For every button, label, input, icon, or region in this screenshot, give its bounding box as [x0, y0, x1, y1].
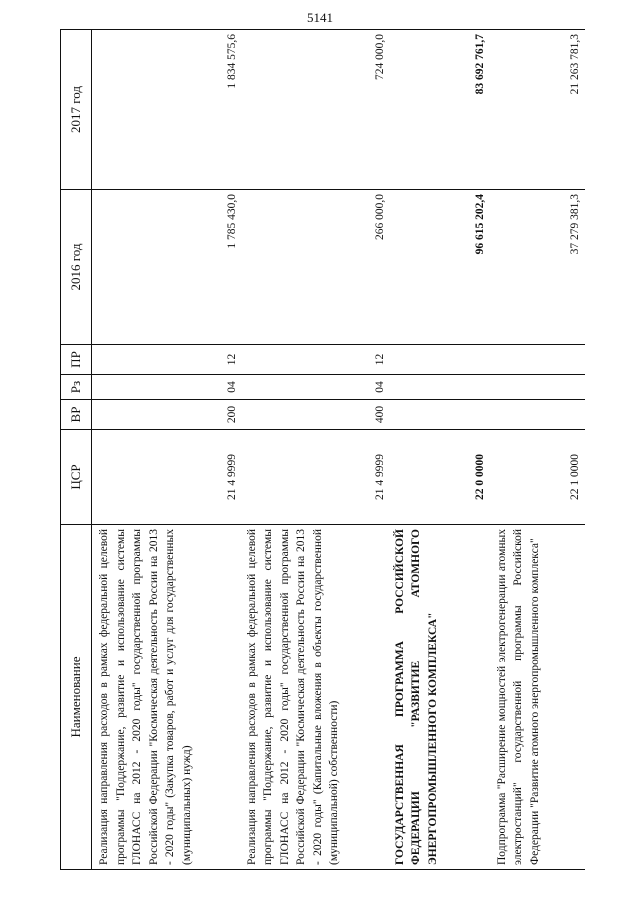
table-row	[490, 30, 585, 870]
row-pr	[390, 345, 490, 375]
header-csr: ЦСР	[61, 430, 92, 525]
row-2017: 21 263 781,3	[490, 30, 585, 190]
row-2016: 37 279 381,3	[490, 190, 585, 345]
table-row	[390, 30, 490, 870]
row-csr: 21 4 9999	[92, 430, 242, 525]
table-header-row	[61, 30, 92, 870]
page-number: 5141	[307, 10, 333, 25]
table-row	[92, 30, 242, 870]
row-csr: 21 4 9999	[242, 430, 390, 525]
row-name: ГОСУДАРСТВЕННАЯ ПРОГРАММА РОССИЙСКОЙ ФЕДЕРАЦИИ "РАЗВИТИЕ АТОМНОГО ЭНЕРГОПРОМЫШЛЕННОГО КОМПЛЕКСА"	[390, 525, 490, 870]
row-rz	[390, 375, 490, 400]
row-2017: 724 000,0	[242, 30, 390, 190]
header-2016: 2016 год	[61, 190, 92, 345]
header-pr: ПР	[61, 345, 92, 375]
row-2017: 1 834 575,6	[92, 30, 242, 190]
row-vr	[390, 400, 490, 430]
row-csr: 22 0 0000	[390, 430, 490, 525]
row-pr	[490, 345, 585, 375]
row-name: Реализация направления расходов в рамках федеральной целевой программы "Поддержание, развитие и использование системы ГЛОНАСС на 2012 - 2020 годы" государственной программы Российской Федерации "Космическая деятельность России на 2013 - 2020 годы" (Капитальные вложения в объекты государственной (муниципальной) собственности)	[242, 525, 390, 870]
row-2017: 83 692 761,7	[390, 30, 490, 190]
row-rz	[490, 375, 585, 400]
row-pr: 12	[92, 345, 242, 375]
row-2016: 1 785 430,0	[92, 190, 242, 345]
header-2017: 2017 год	[61, 30, 92, 190]
budget-table	[60, 29, 585, 870]
rotated-page	[60, 30, 620, 870]
row-2016: 96 615 202,4	[390, 190, 490, 345]
table-row	[242, 30, 390, 870]
row-pr: 12	[242, 345, 390, 375]
header-rz: Рз	[61, 375, 92, 400]
row-rz: 04	[92, 375, 242, 400]
row-vr: 400	[242, 400, 390, 430]
row-rz: 04	[242, 375, 390, 400]
row-name: Подпрограмма "Расширение мощностей электрогенерации атомных электростанций" государственной программы Российской Федерации "Развитие атомного энергопромышленного комплекса"	[490, 525, 585, 870]
header-vr: ВР	[61, 400, 92, 430]
row-2016: 266 000,0	[242, 190, 390, 345]
row-vr: 200	[92, 400, 242, 430]
row-name: Реализация направления расходов в рамках федеральной целевой программы "Поддержание, развитие и использование системы ГЛОНАСС на 2012 - 2020 годы" государственной программы Российской Федерации "Космическая деятельность России на 2013 - 2020 годы" (Закупка товаров, работ и услуг для государственных (муниципальных) нужд)	[92, 525, 242, 870]
row-csr: 22 1 0000	[490, 430, 585, 525]
header-name: Наименование	[61, 525, 92, 870]
row-vr	[490, 400, 585, 430]
